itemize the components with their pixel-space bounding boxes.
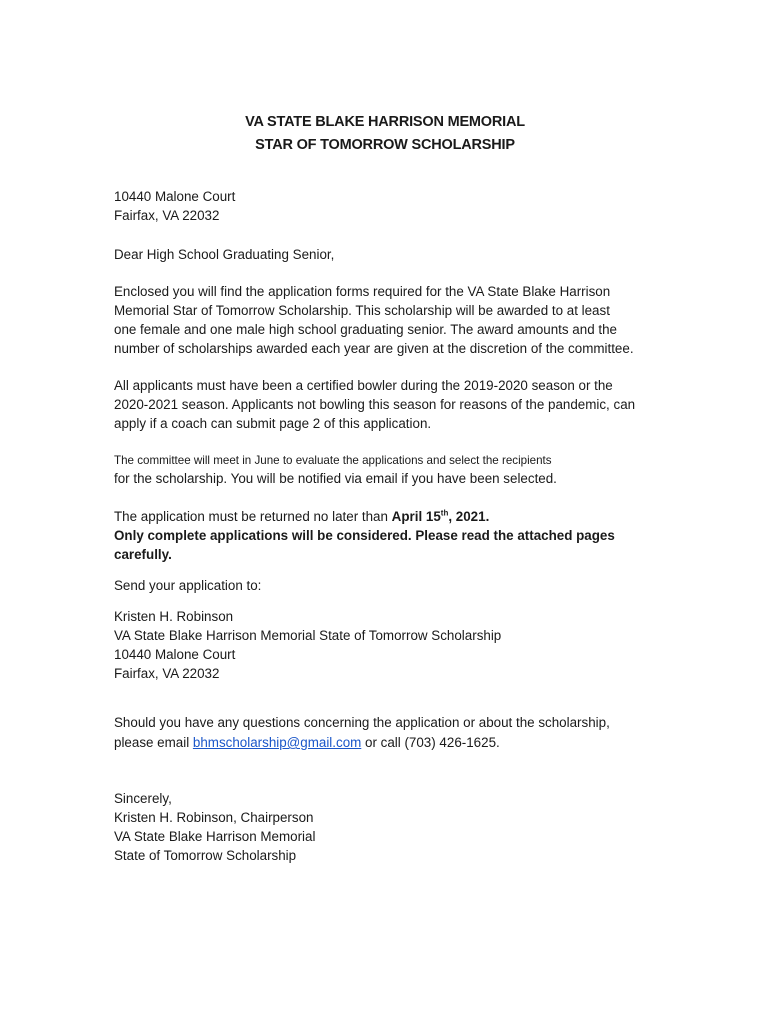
closing-sincerely: Sincerely, xyxy=(114,791,172,806)
paragraph1-line: number of scholarships awarded each year are given at the discretion of the committee. xyxy=(114,341,634,356)
paragraph2-line: 2020-2021 season. Applicants not bowling this season for reasons of the pandemic, can xyxy=(114,397,636,412)
deadline-line1 xyxy=(114,507,489,526)
paragraph1-line: Memorial Star of Tomorrow Scholarship. This scholarship will be awarded to at least xyxy=(114,303,610,318)
deadline-line3: carefully. xyxy=(114,547,172,562)
paragraph2-line: All applicants must have been a certified bowler during the 2019-2020 season or the xyxy=(114,378,613,393)
paragraph3-line: for the scholarship. You will be notified via email if you have been selected. xyxy=(114,471,557,486)
paragraph2-line: apply if a coach can submit page 2 of this application. xyxy=(114,416,432,431)
closing-signer: Kristen H. Robinson, Chairperson xyxy=(114,810,314,825)
send-to-label: Send your application to: xyxy=(114,578,262,593)
questions-prefix: please email xyxy=(114,735,193,750)
salutation: Dear High School Graduating Senior, xyxy=(114,247,335,262)
return-address-street: 10440 Malone Court xyxy=(114,189,236,204)
paragraph3-line: The committee will meet in June to evaluate the applications and select the recipients xyxy=(114,454,552,467)
deadline-date-suffix: th xyxy=(440,508,449,518)
recipient-org: VA State Blake Harrison Memorial State of Tomorrow Scholarship xyxy=(114,628,502,643)
paragraph1-line: Enclosed you will find the application forms required for the VA State Blake Harrison xyxy=(114,284,611,299)
email-link[interactable]: bhmscholarship@gmail.com xyxy=(192,735,362,750)
questions-line2 xyxy=(114,733,500,752)
return-address-city: Fairfax, VA 22032 xyxy=(114,208,220,223)
deadline-line2: Only complete applications will be considered. Please read the attached pages xyxy=(114,528,615,543)
deadline-date: April 15 xyxy=(391,509,441,524)
paragraph1-line: one female and one male high school graduating senior. The award amounts and the xyxy=(114,322,617,337)
questions-suffix: or call (703) 426-1625. xyxy=(361,735,500,750)
recipient-city: Fairfax, VA 22032 xyxy=(114,666,220,681)
recipient-street: 10440 Malone Court xyxy=(114,647,236,662)
recipient-name: Kristen H. Robinson xyxy=(114,609,234,624)
closing-org-line1: VA State Blake Harrison Memorial xyxy=(114,829,316,844)
letter-title-line1: VA STATE BLAKE HARRISON MEMORIAL xyxy=(245,114,525,130)
deadline-prefix: The application must be returned no later than xyxy=(114,509,392,524)
deadline-year: , 2021. xyxy=(448,509,490,524)
closing-org-line2: State of Tomorrow Scholarship xyxy=(114,848,297,863)
letter-title-line2: STAR OF TOMORROW SCHOLARSHIP xyxy=(255,137,515,153)
questions-line1: Should you have any questions concerning the application or about the scholarship, xyxy=(114,715,610,730)
